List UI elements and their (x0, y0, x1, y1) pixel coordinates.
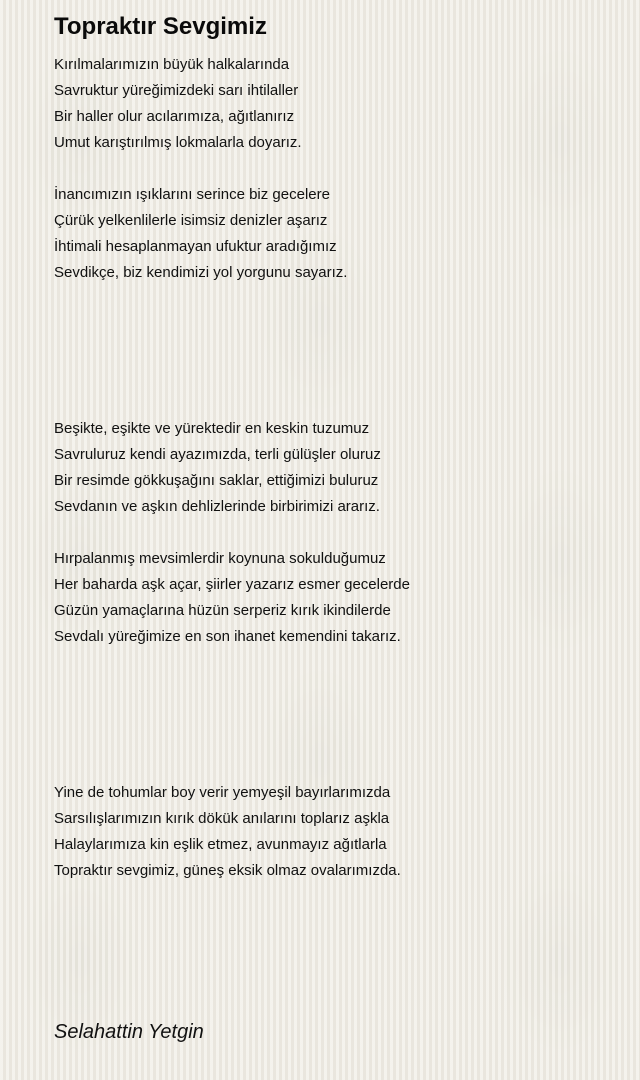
poem-line: Bir resimde gökkuşağını saklar, ettiğimizi buluruz (54, 472, 379, 489)
poem-line: Güzün yamaçlarına hüzün serperiz kırık ikindilerde (54, 602, 391, 619)
poem-line: Bir haller olur acılarımıza, ağıtlanırız (54, 108, 295, 125)
poem-line: Beşikte, eşikte ve yürektedir en keskin tuzumuz (54, 420, 370, 437)
poem-line: Kırılmalarımızın büyük halkalarında (54, 56, 290, 73)
section-spacer (54, 286, 614, 416)
stanza-4 (54, 546, 614, 650)
poem-line: Çürük yelkenlilerle isimsiz denizler aşarız (54, 212, 328, 229)
stanza-spacer (54, 156, 614, 182)
poem-line: Umut karıştırılmış lokmalarla doyarız. (54, 134, 302, 151)
poem-line: İnancımızın ışıklarını serince biz gecelere (54, 186, 330, 203)
poem-line: İhtimali hesaplanmayan ufuktur aradığımız (54, 238, 337, 255)
stanza-spacer (54, 520, 614, 546)
poem-line: Topraktır sevgimiz, güneş eksik olmaz ovalarımızda. (54, 862, 401, 879)
poem-line: Savruluruz kendi ayazımızda, terli gülüşler oluruz (54, 446, 381, 463)
poem-line: Sevdikçe, biz kendimizi yol yorgunu sayarız. (54, 264, 348, 281)
poem-line: Yine de tohumlar boy verir yemyeşil bayırlarımızda (54, 784, 391, 801)
poem-line: Sarsılışlarımızın kırık dökük anılarını toplarız aşkla (54, 810, 390, 827)
stanza-1 (54, 52, 614, 156)
poem-line: Halaylarımıza kin eşlik etmez, avunmayız ağıtlarla (54, 836, 387, 853)
poem-title: Topraktır Sevgimiz (54, 13, 267, 40)
poem-line: Hırpalanmış mevsimlerdir koynuna sokulduğumuz (54, 550, 386, 567)
stanza-3 (54, 416, 614, 520)
poem-line: Her baharda aşk açar, şiirler yazarız esmer gecelerde (54, 576, 410, 593)
poem-body (54, 52, 614, 884)
poem-line: Savruktur yüreğimizdeki sarı ihtilaller (54, 82, 299, 99)
poem-author: Selahattin Yetgin (54, 1021, 204, 1043)
stanza-2 (54, 182, 614, 286)
poem-line: Sevdalı yüreğimize en son ihanet kemendini takarız. (54, 628, 401, 645)
poem-line: Sevdanın ve aşkın dehlizlerinde birbirimizi ararız. (54, 498, 380, 515)
stanza-5 (54, 780, 614, 884)
section-spacer (54, 650, 614, 780)
